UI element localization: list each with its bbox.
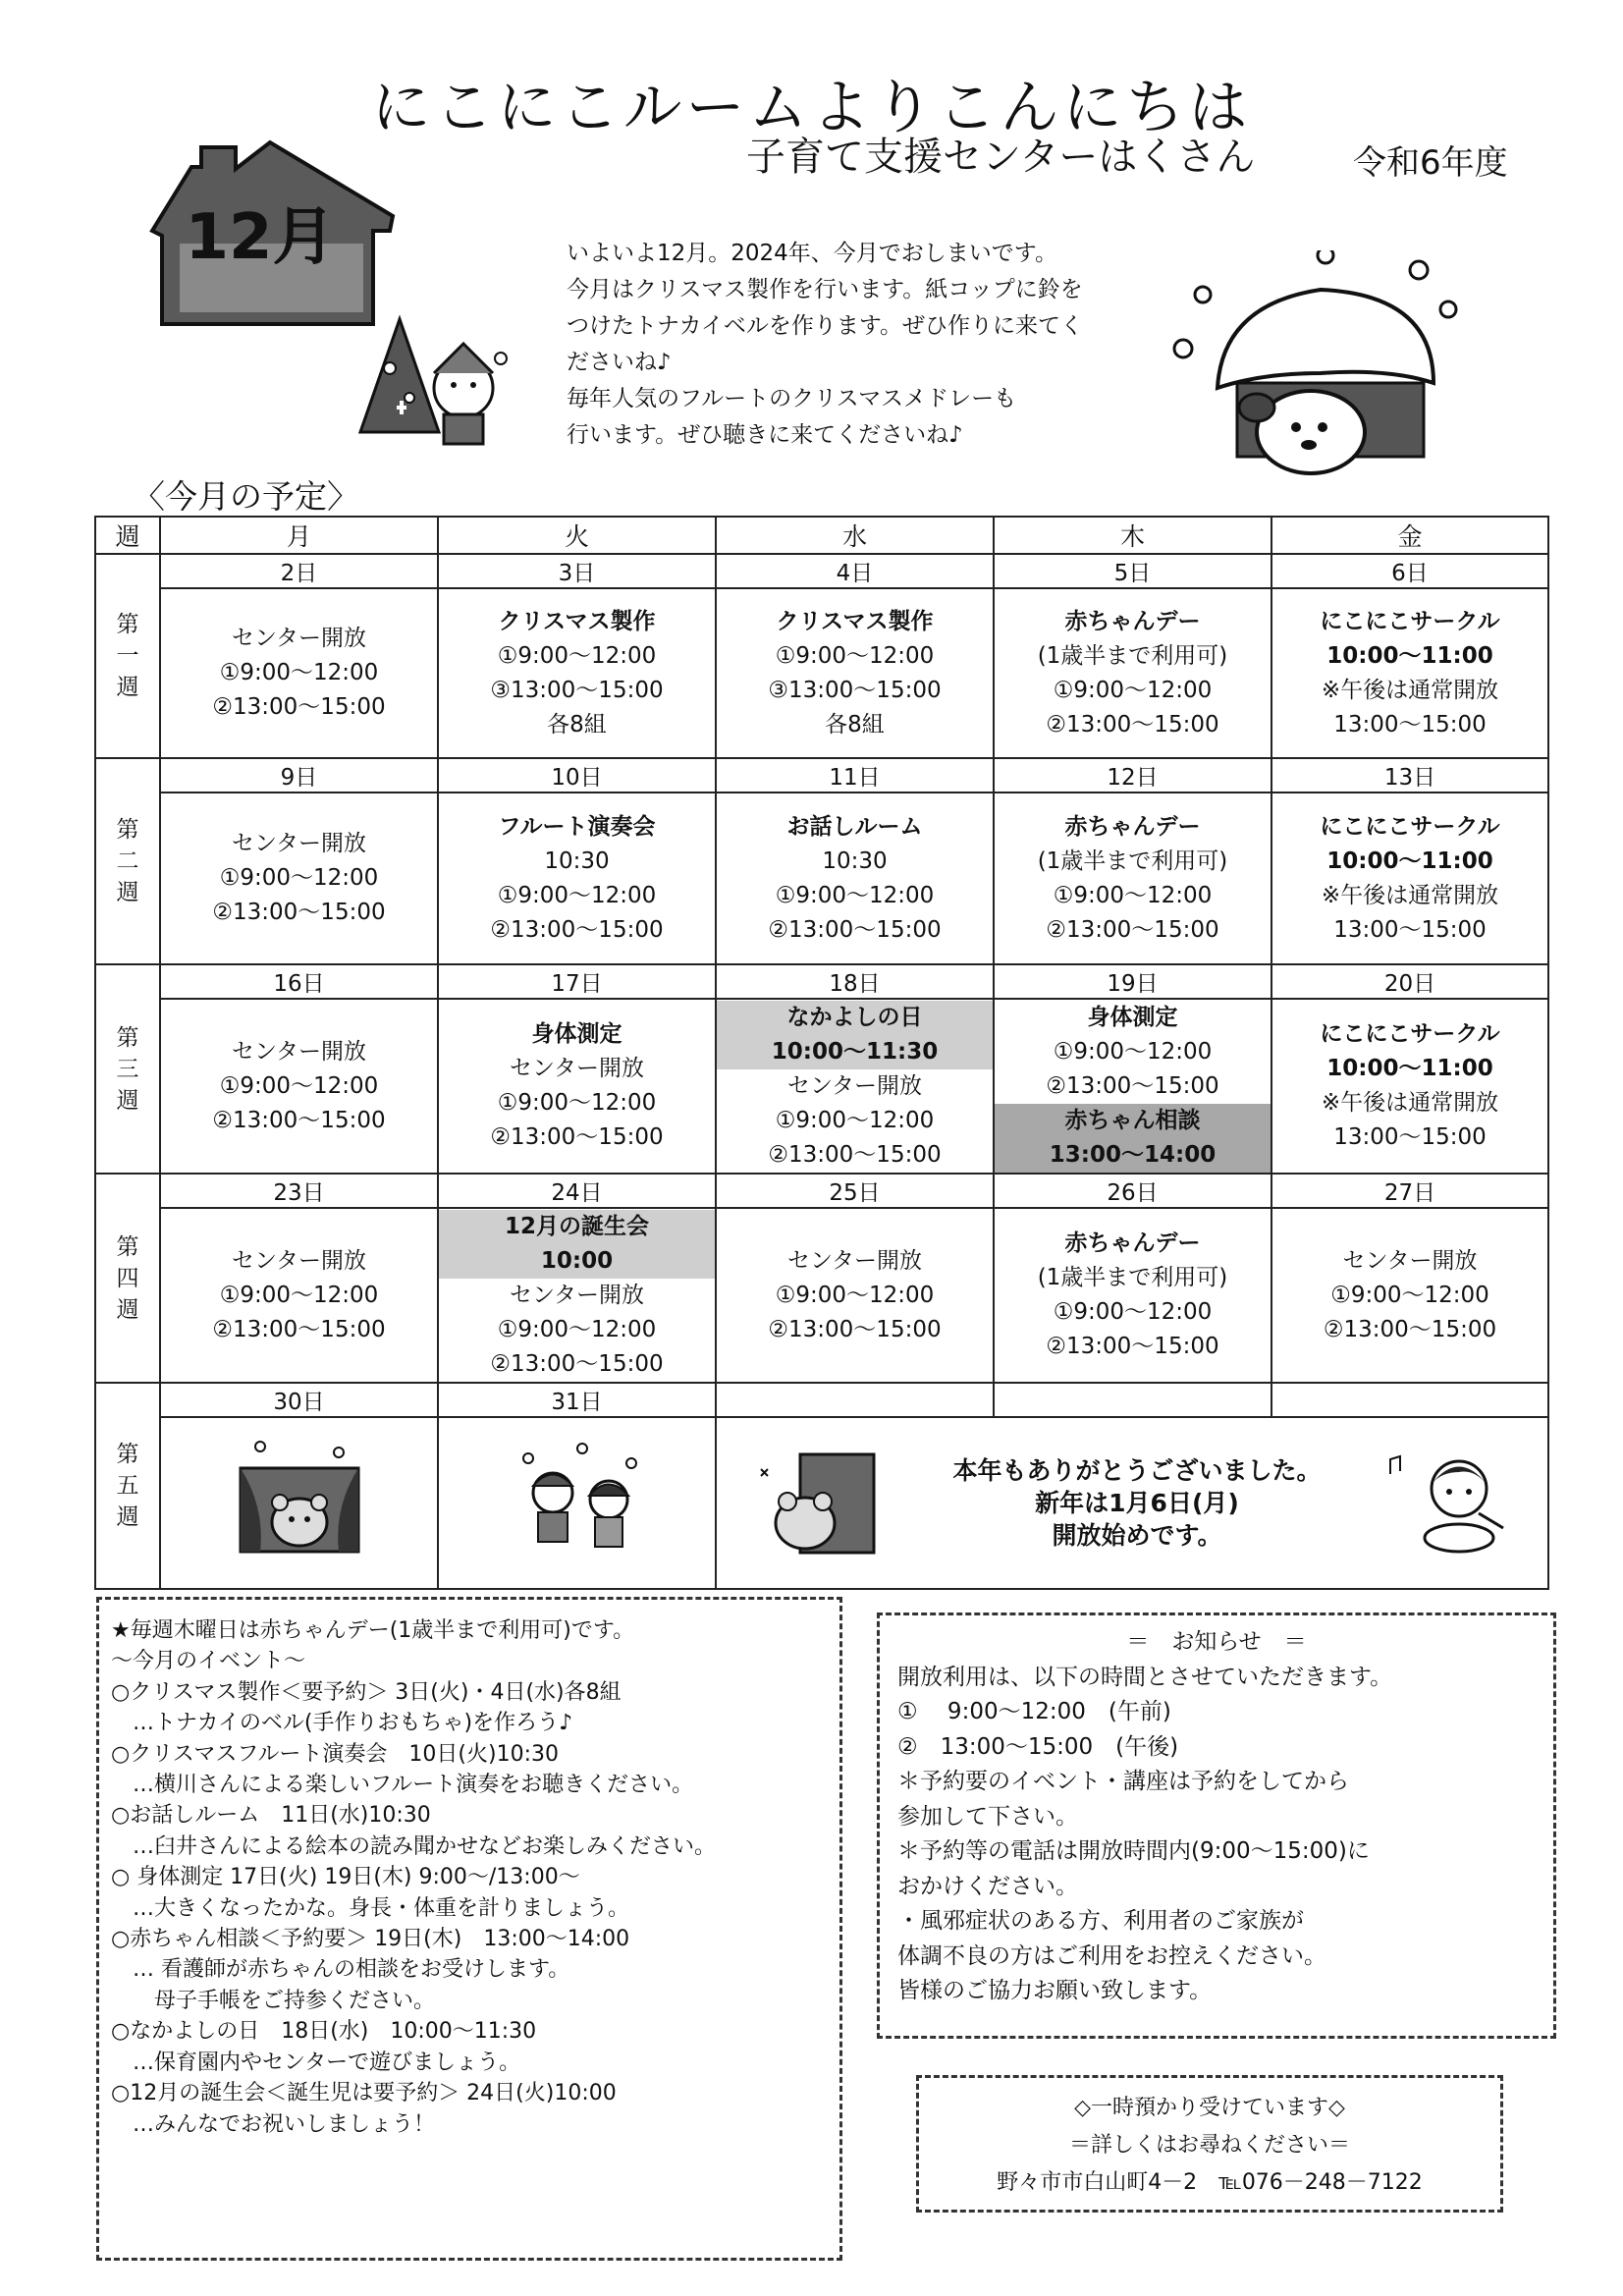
date-cell — [994, 1383, 1271, 1417]
notice-line: 皆様のご協力お願い致します。 — [897, 1978, 1213, 2003]
christmas-tree-icon — [346, 314, 522, 462]
day-cell: センター開放 ①9:00～12:00 ②13:00～15:00 — [160, 588, 438, 758]
events-line: …臼井さんによる絵本の読み聞かせなどお楽しみください。 — [111, 1833, 717, 1859]
day-cell: センター開放 ①9:00～12:00 ②13:00～15:00 — [1271, 1208, 1548, 1383]
day-cell: センター開放 ①9:00～12:00 ②13:00～15:00 — [160, 793, 438, 964]
date-cell: 4日 — [716, 554, 994, 588]
day-cell: にこにこサークル 10:00～11:00 ※午後は通常開放 13:00～15:00 — [1271, 793, 1548, 964]
date-cell: 17日 — [438, 964, 716, 999]
col-header-wed: 水 — [716, 517, 994, 554]
day-cell: 身体測定 センター開放 ①9:00～12:00 ②13:00～15:00 — [438, 999, 716, 1174]
date-cell: 3日 — [438, 554, 716, 588]
intro-line: 今月はクリスマス製作を行います。紙コップに鈴を — [567, 277, 1083, 302]
day-cell: フルート演奏会 10:30 ①9:00～12:00 ②13:00～15:00 — [438, 793, 716, 964]
events-line: ○赤ちゃん相談＜予約要＞ 19日(木) 13:00～14:00 — [111, 1927, 630, 1952]
col-header-tue: 火 — [438, 517, 716, 554]
notice-title: ＝ お知らせ ＝ — [1126, 1629, 1307, 1655]
day-cell — [160, 1417, 438, 1589]
inquiry-text: ＝詳しくはお尋ねください＝ — [1068, 2133, 1350, 2158]
week2-date-row — [95, 758, 1548, 793]
week2-label: 第 二 週 — [95, 758, 160, 964]
week5-date-row — [95, 1383, 1548, 1417]
col-header-week: 週 — [95, 517, 160, 554]
bear-window-icon — [221, 1439, 378, 1557]
day-cell: クリスマス製作 ①9:00～12:00 ③13:00～15:00 各8組 — [716, 588, 994, 758]
monthly-calendar — [94, 516, 1549, 1590]
week4-date-row — [95, 1174, 1548, 1208]
child-eating-icon — [1380, 1445, 1518, 1562]
date-cell — [716, 1383, 994, 1417]
date-cell: 6日 — [1271, 554, 1548, 588]
date-cell: 10日 — [438, 758, 716, 793]
date-cell: 5日 — [994, 554, 1271, 588]
calendar-header-row — [95, 517, 1548, 554]
day-cell — [438, 1417, 716, 1589]
week4-body-row — [95, 1208, 1548, 1383]
center-name: 子育て支援センターはくさん — [746, 135, 1256, 180]
col-header-thu: 木 — [994, 517, 1271, 554]
events-line: ○ 身体測定 17日(火) 19日(木) 9:00～/13:00～ — [111, 1865, 580, 1890]
events-line: ○なかよしの日 18日(水) 10:00～11:30 — [111, 2019, 537, 2045]
day-cell: にこにこサークル 10:00～11:00 ※午後は通常開放 13:00～15:00 — [1271, 588, 1548, 758]
notice-box — [877, 1613, 1556, 2039]
week5-label: 第 五 週 — [95, 1383, 160, 1589]
week2-body-row — [95, 793, 1548, 964]
intro-line: 毎年人気のフルートのクリスマスメドレーも — [567, 386, 1017, 411]
highlight-event-time: 13:00～14:00 — [995, 1138, 1271, 1173]
col-header-fri: 金 — [1271, 517, 1548, 554]
date-cell: 9日 — [160, 758, 438, 793]
intro-line: 行います。ぜひ聴きに来てくださいね♪ — [567, 422, 963, 448]
childcare-title: ◇一時預かり受けています◇ — [1074, 2096, 1345, 2120]
day-cell: センター開放 ①9:00～12:00 ②13:00～15:00 — [160, 999, 438, 1174]
events-info-box — [96, 1597, 842, 2261]
address-phone: 野々市市白山町4－2 ℡076－248－7122 — [997, 2170, 1423, 2195]
events-line: …トナカイのベル(手作りおもちゃ)を作ろう♪ — [111, 1711, 573, 1736]
day-cell: にこにこサークル 10:00～11:00 ※午後は通常開放 13:00～15:00 — [1271, 999, 1548, 1174]
day-cell: 身体測定 ①9:00～12:00 ②13:00～15:00 赤ちゃん相談 13:00～14:00 — [994, 999, 1271, 1174]
highlight-event-time: 10:00～11:30 — [717, 1035, 993, 1069]
date-cell: 26日 — [994, 1174, 1271, 1208]
day-cell: 赤ちゃんデー (1歳半まで利用可) ①9:00～12:00 ②13:00～15:00 — [994, 588, 1271, 758]
date-cell: 12日 — [994, 758, 1271, 793]
day-cell: センター開放 ①9:00～12:00 ②13:00～15:00 — [160, 1208, 438, 1383]
events-line: …大きくなったかな。身長・体重を計りましょう。 — [111, 1895, 630, 1921]
week3-body-row — [95, 999, 1548, 1174]
bear-door-icon — [746, 1445, 893, 1562]
date-cell: 18日 — [716, 964, 994, 999]
week3-date-row — [95, 964, 1548, 999]
date-cell — [1271, 1383, 1548, 1417]
notice-line: ＊予約要のイベント・講座は予約をしてから — [897, 1769, 1349, 1794]
week1-label: 第 一 週 — [95, 554, 160, 758]
date-cell: 23日 — [160, 1174, 438, 1208]
col-header-mon: 月 — [160, 517, 438, 554]
closing-cell — [716, 1417, 1548, 1589]
events-line: 母子手帳をご持参ください。 — [111, 1988, 436, 2013]
closing-message: 本年もありがとうございました。 新年は1月6日(月) 開放始めです。 — [952, 1456, 1322, 1551]
schedule-heading: 〈今月の予定〉 — [133, 477, 359, 516]
date-cell: 2日 — [160, 554, 438, 588]
date-cell: 20日 — [1271, 964, 1548, 999]
events-line: ～今月のイベント～ — [111, 1649, 306, 1674]
day-cell: クリスマス製作 ①9:00～12:00 ③13:00～15:00 各8組 — [438, 588, 716, 758]
dog-snow-house-icon — [1163, 250, 1458, 486]
date-cell: 16日 — [160, 964, 438, 999]
week1-body-row — [95, 588, 1548, 758]
intro-line: いよいよ12月。2024年、今月でおしまいです。 — [567, 241, 1057, 266]
day-cell: 赤ちゃんデー (1歳半まで利用可) ①9:00～12:00 ②13:00～15:00 — [994, 793, 1271, 964]
events-line: … 看護師が赤ちゃんの相談をお受けします。 — [111, 1957, 570, 1983]
date-cell: 30日 — [160, 1383, 438, 1417]
date-cell: 27日 — [1271, 1174, 1548, 1208]
page-title: にこにこルームよりこんにちは — [371, 74, 1252, 142]
day-cell: お話しルーム 10:30 ①9:00～12:00 ②13:00～15:00 — [716, 793, 994, 964]
date-cell: 11日 — [716, 758, 994, 793]
intro-line: つけたトナカイベルを作ります。ぜひ作りに来てく — [567, 313, 1084, 339]
children-snow-icon — [499, 1439, 656, 1557]
date-cell: 25日 — [716, 1174, 994, 1208]
events-line: …横川さんによる楽しいフルート演奏をお聴きください。 — [111, 1773, 694, 1798]
events-line: ○12月の誕生会＜誕生児は要予約＞ 24日(火)10:00 — [111, 2081, 617, 2106]
notice-line: ① 9:00～12:00 (午前) — [897, 1699, 1171, 1724]
intro-message — [567, 236, 1156, 454]
day-cell: なかよしの日 10:00～11:30 センター開放 ①9:00～12:00 ②13:00～15:00 — [716, 999, 994, 1174]
events-line: ★毎週木曜日は赤ちゃんデー(1歳半まで利用可)です。 — [111, 1618, 635, 1643]
highlight-event-time: 10:00 — [439, 1244, 715, 1279]
notice-line: 参加して下さい。 — [897, 1803, 1078, 1830]
events-line: ○クリスマスフルート演奏会 10日(火)10:30 — [111, 1741, 559, 1767]
notice-line: ＊予約等の電話は開放時間内(9:00～15:00)に — [897, 1838, 1370, 1864]
highlight-event: 12月の誕生会 — [439, 1210, 715, 1244]
notice-line: 開放利用は、以下の時間とさせていただきます。 — [897, 1664, 1393, 1690]
events-line: ○お話しルーム 11日(水)10:30 — [111, 1803, 431, 1829]
month-badge-label: 12月 — [185, 201, 336, 274]
date-cell: 24日 — [438, 1174, 716, 1208]
week4-label: 第 四 週 — [95, 1174, 160, 1383]
week1-date-row — [95, 554, 1548, 588]
fiscal-year: 令和6年度 — [1353, 143, 1508, 183]
date-cell: 19日 — [994, 964, 1271, 999]
notice-line: おかけください。 — [897, 1873, 1078, 1899]
date-cell: 13日 — [1271, 758, 1548, 793]
contact-box — [916, 2075, 1503, 2213]
date-cell: 31日 — [438, 1383, 716, 1417]
week3-label: 第 三 週 — [95, 964, 160, 1174]
day-cell: 赤ちゃんデー (1歳半まで利用可) ①9:00～12:00 ②13:00～15:00 — [994, 1208, 1271, 1383]
events-line: …みんなでお祝いしましょう！ — [111, 2111, 436, 2137]
notice-line: 体調不良の方はご利用をお控えください。 — [897, 1942, 1326, 1969]
week5-body-row — [95, 1417, 1548, 1589]
notice-line: ② 13:00～15:00 (午後) — [897, 1733, 1179, 1760]
notice-line: ・風邪症状のある方、利用者のご家族が — [897, 1908, 1304, 1934]
highlight-event: 赤ちゃん相談 — [995, 1104, 1271, 1138]
highlight-event: なかよしの日 — [717, 1001, 993, 1035]
day-cell: 12月の誕生会 10:00 センター開放 ①9:00～12:00 ②13:00～15:00 — [438, 1208, 716, 1383]
events-line: ○クリスマス製作＜要予約＞ 3日(火)・4日(水)各8組 — [111, 1679, 622, 1705]
intro-line: ださいね♪ — [567, 350, 672, 375]
events-line: …保育園内やセンターで遊びましょう。 — [111, 2050, 521, 2075]
day-cell: センター開放 ①9:00～12:00 ②13:00～15:00 — [716, 1208, 994, 1383]
